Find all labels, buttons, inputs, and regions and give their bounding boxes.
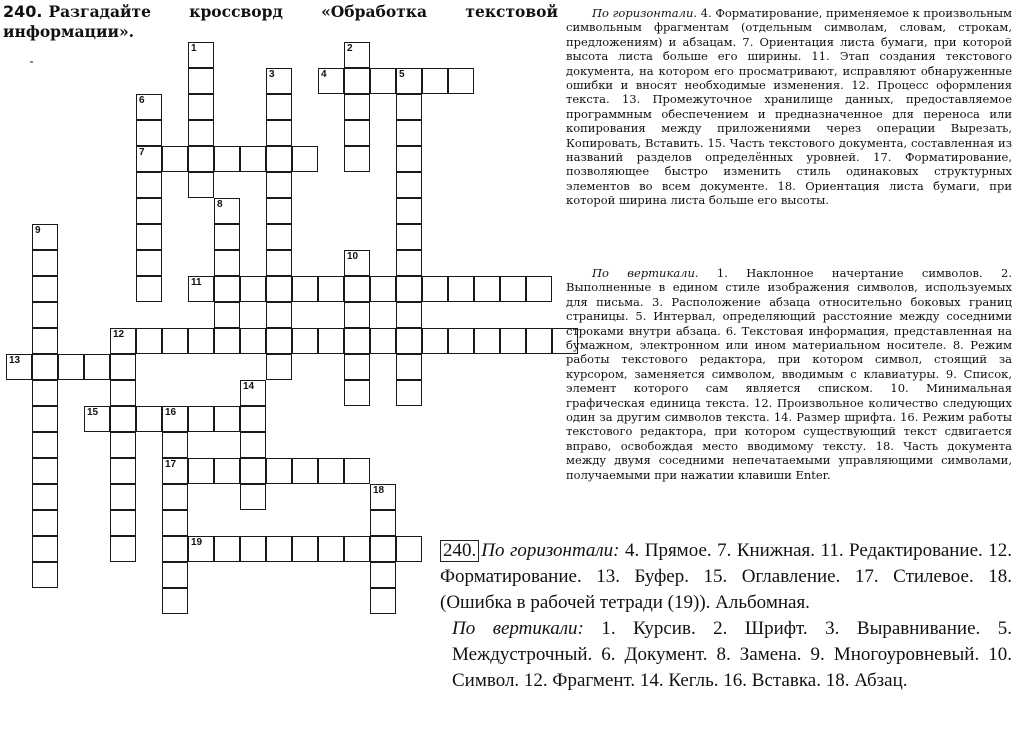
crossword-cell — [344, 302, 370, 328]
crossword-cell — [32, 562, 58, 588]
crossword-cell — [266, 224, 292, 250]
crossword-cell — [32, 354, 58, 380]
clue-v-9: 9. Список, элемент которого сам является списком. — [566, 366, 1013, 396]
crossword-cell — [110, 406, 136, 432]
crossword-cell — [422, 68, 448, 94]
crossword-cell — [188, 68, 214, 94]
crossword-cell — [136, 406, 162, 432]
crossword-cell — [396, 302, 422, 328]
crossword-cell — [396, 536, 422, 562]
clue-v-16: 16. Режим работы текстового редактора, при котором существующий текст сдвигается вправо, освобождая место вводимому тексту. — [566, 410, 1012, 453]
clue-number-label: 9 — [35, 225, 41, 236]
crossword-cell — [422, 276, 448, 302]
crossword-cell — [188, 406, 214, 432]
crossword-cell — [110, 458, 136, 484]
crossword-cell — [214, 302, 240, 328]
crossword-cell — [318, 276, 344, 302]
crossword-cell — [396, 354, 422, 380]
answers-block — [440, 538, 1012, 694]
crossword-cell — [240, 146, 266, 172]
crossword-cell — [58, 354, 84, 380]
crossword-cell — [188, 120, 214, 146]
crossword-cell — [370, 276, 396, 302]
clue-v-1: 1. Наклонное начертание символов. — [716, 266, 983, 280]
crossword-cell — [344, 536, 370, 562]
crossword-cell — [344, 146, 370, 172]
crossword-cell — [136, 224, 162, 250]
crossword-cell — [136, 250, 162, 276]
crossword-cell — [396, 328, 422, 354]
crossword-cell — [396, 250, 422, 276]
crossword-cell — [240, 484, 266, 510]
crossword-cell — [188, 458, 214, 484]
crossword-cell — [318, 458, 344, 484]
crossword-cell — [344, 276, 370, 302]
crossword-cell — [214, 328, 240, 354]
clue-v-10: 10. Минимальная графическая единица текста. — [566, 381, 1012, 410]
horizontal-clues-heading: По горизонтали. — [592, 6, 698, 20]
clue-number-label: 8 — [217, 199, 223, 210]
clue-h-13: 13. Промежуточное хранилище данных, предоставляемое программным обеспечением и предназначенное для переноса или копирования между приложениями через операции Вырезать, Копировать, Вставить. — [566, 92, 1012, 150]
clue-h-18: 18. Ориентация листа бумаги, при которой ширина листа больше его высоты. — [566, 178, 1012, 208]
crossword-cell — [214, 458, 240, 484]
crossword-cell — [396, 94, 422, 120]
crossword-cell — [162, 146, 188, 172]
clue-h-12: 12. Процесс оформления текста. — [566, 78, 1012, 107]
task-number: 240. — [3, 2, 43, 21]
crossword-cell — [32, 484, 58, 510]
answer-number-box: 240. — [440, 540, 479, 562]
crossword-cell — [136, 198, 162, 224]
clue-v-8: 8. Режим работы текстового редактора, при котором символ, стоящий за курсором, заменяется символом, вводимым с клавиатуры. — [566, 338, 1012, 381]
crossword-cell — [136, 120, 162, 146]
crossword-cell — [214, 224, 240, 250]
crossword-cell — [344, 68, 370, 94]
crossword-cell — [162, 432, 188, 458]
clue-h-15: 15. Часть текстового документа, составленная из названий разделов определённых уровней. — [566, 135, 1012, 165]
crossword-cell — [266, 172, 292, 198]
clue-number-label: 11 — [191, 277, 202, 288]
task-title: Разгадайте кроссворд «Обработка текстовой информации». — [3, 2, 558, 41]
crossword-cell — [188, 94, 214, 120]
crossword-cell — [188, 146, 214, 172]
crossword-cell — [266, 120, 292, 146]
clue-number-label: 16 — [165, 407, 177, 418]
crossword-cell — [344, 94, 370, 120]
crossword-cell — [110, 380, 136, 406]
crossword-cell — [32, 302, 58, 328]
crossword-cell — [162, 562, 188, 588]
crossword-cell — [110, 484, 136, 510]
crossword-cell — [396, 224, 422, 250]
clue-number-label: 2 — [347, 43, 353, 54]
crossword-cell — [474, 276, 500, 302]
crossword-cell — [396, 172, 422, 198]
crossword-cell — [214, 146, 240, 172]
clues-vertical — [566, 266, 1012, 482]
clue-h-11: 11. Этап создания текстового документа, на котором его просматривают, исправляют обнаруженные ошибки и вносят необходимые изменения. — [566, 49, 1013, 93]
crossword-cell — [266, 302, 292, 328]
clue-h-7: 7. Ориентация листа бумаги, при которой высота листа больше его ширины. — [566, 34, 1013, 64]
crossword-cell — [396, 380, 422, 406]
crossword-cell — [84, 354, 110, 380]
crossword-cell — [32, 536, 58, 562]
clue-v-12: 12. Произвольное количество следующих один за другим символов текста. — [566, 395, 1013, 425]
crossword-cell — [500, 276, 526, 302]
crossword-cell — [370, 536, 396, 562]
crossword-cell — [370, 328, 396, 354]
crossword-cell — [292, 328, 318, 354]
crossword-cell — [162, 484, 188, 510]
crossword-cell — [370, 510, 396, 536]
crossword-cell — [32, 276, 58, 302]
clue-v-3: 3. Расположение абзаца относительно боковых границ страницы. — [566, 294, 1012, 324]
clue-h-17: 17. Форматирование, позволяющее быстро изменить стиль одинаковых структурных элементов во всем документе. — [566, 150, 1013, 193]
crossword-cell — [318, 328, 344, 354]
crossword-cell — [162, 588, 188, 614]
answers-vertical-text: 1. Курсив. 2. Шрифт. 3. Выравнивание. 5. Междустрочный. 6. Документ. 8. Замена. 9. Многоуровневый. 10. Символ. 12. Фрагмент. 14. Кегль. 16. Вставка. 18. Абзац. — [452, 618, 1012, 691]
crossword-cell — [32, 458, 58, 484]
crossword-cell — [188, 172, 214, 198]
answers-horizontal — [440, 538, 1012, 616]
crossword-cell — [32, 510, 58, 536]
crossword-cell — [32, 328, 58, 354]
crossword-cell — [214, 250, 240, 276]
crossword-cell — [110, 536, 136, 562]
stray-mark — [30, 61, 33, 63]
clue-number-label: 17 — [165, 459, 177, 470]
crossword-cell — [344, 328, 370, 354]
clue-v-5: 5. Интервал, определяющий расстояние между соседними строками внутри абзаца. — [566, 309, 1012, 338]
crossword-cell — [370, 562, 396, 588]
crossword-cell — [110, 354, 136, 380]
crossword-cell — [526, 328, 552, 354]
crossword-cell — [266, 536, 292, 562]
clue-number-label: 7 — [139, 147, 145, 158]
crossword-cell — [162, 536, 188, 562]
crossword-cell — [32, 380, 58, 406]
clue-number-label: 18 — [373, 485, 385, 496]
crossword-cell — [500, 328, 526, 354]
crossword-cell — [32, 432, 58, 458]
crossword-cell — [266, 458, 292, 484]
crossword-cell — [292, 458, 318, 484]
crossword-cell — [110, 510, 136, 536]
crossword-cell — [266, 250, 292, 276]
crossword-cell — [136, 172, 162, 198]
crossword-cell — [396, 198, 422, 224]
answers-vertical-heading: По вертикали: — [452, 618, 584, 639]
crossword-cell — [266, 354, 292, 380]
crossword-cell — [266, 328, 292, 354]
crossword-cell — [422, 328, 448, 354]
crossword-cell — [344, 458, 370, 484]
clue-number-label: 6 — [139, 95, 145, 106]
crossword-cell — [240, 458, 266, 484]
clue-number-label: 10 — [347, 251, 359, 262]
crossword-cell — [370, 68, 396, 94]
clue-number-label: 3 — [269, 69, 275, 80]
crossword-cell — [292, 536, 318, 562]
crossword-cell — [266, 94, 292, 120]
crossword-cell — [240, 276, 266, 302]
crossword-cell — [162, 328, 188, 354]
crossword-cell — [526, 276, 552, 302]
answers-vertical — [452, 616, 1012, 694]
crossword-cell — [214, 276, 240, 302]
crossword-cell — [266, 198, 292, 224]
crossword-cell — [240, 536, 266, 562]
crossword-cell — [292, 146, 318, 172]
clue-number-label: 15 — [87, 407, 99, 418]
crossword-cell — [448, 276, 474, 302]
crossword-cell — [32, 250, 58, 276]
crossword-cell — [240, 328, 266, 354]
crossword-cell — [448, 68, 474, 94]
crossword-cell — [162, 510, 188, 536]
clue-number-label: 19 — [191, 537, 203, 548]
crossword-cell — [396, 276, 422, 302]
clue-number-label: 12 — [113, 329, 125, 340]
clue-v-18: 18. Часть документа между двумя соседними непечатаемыми управляющими символами, получаемыми при нажатии клавиши Enter. — [566, 438, 1013, 482]
crossword-cell — [344, 380, 370, 406]
crossword-cell — [266, 276, 292, 302]
crossword-cell — [292, 276, 318, 302]
crossword-cell — [240, 406, 266, 432]
crossword-cell — [370, 588, 396, 614]
crossword-cell — [266, 146, 292, 172]
crossword-cell — [474, 328, 500, 354]
crossword-cell — [448, 328, 474, 354]
clue-v-2: 2. Выполненные в едином стиле изображения символов, используемых для письма. — [566, 266, 1013, 309]
crossword-cell — [32, 406, 58, 432]
clue-number-label: 4 — [321, 69, 327, 80]
clue-number-label: 13 — [9, 355, 21, 366]
clues-horizontal — [566, 6, 1012, 208]
crossword-cell — [396, 120, 422, 146]
crossword-cell — [214, 406, 240, 432]
crossword-cell — [240, 432, 266, 458]
clue-number-label: 1 — [191, 43, 197, 54]
crossword-cell — [214, 536, 240, 562]
answers-horizontal-text: 4. Прямое. 7. Книжная. 11. Редактирование. 12. Форматирование. 13. Буфер. 15. Оглавление. 17. Стилевое. 18.(Ошибка в рабочей тетради (19)). Альбомная. — [440, 540, 1012, 613]
clue-number-label: 14 — [243, 381, 255, 392]
crossword-cell — [344, 120, 370, 146]
vertical-clues-heading: По вертикали. — [592, 266, 699, 280]
clue-h-4: 4. Форматирование, применяемое к произвольным символьным фрагментам (отдельным символам, словам, строкам, предложениям) и абзацам. — [566, 6, 1012, 49]
crossword-cell — [136, 328, 162, 354]
crossword-cell — [188, 328, 214, 354]
crossword-cell — [344, 354, 370, 380]
clue-number-label: 5 — [399, 69, 405, 80]
crossword-cell — [318, 536, 344, 562]
crossword-cell — [110, 432, 136, 458]
crossword-cell — [396, 146, 422, 172]
answers-horizontal-heading: По горизонтали: — [481, 540, 620, 561]
crossword-cell — [136, 276, 162, 302]
clue-v-14: 14. Размер шрифта. — [773, 410, 896, 425]
clue-v-6: 6. Текстовая информация, представленная на бумажном, электронном или ином материальном носителе. — [566, 323, 1013, 353]
